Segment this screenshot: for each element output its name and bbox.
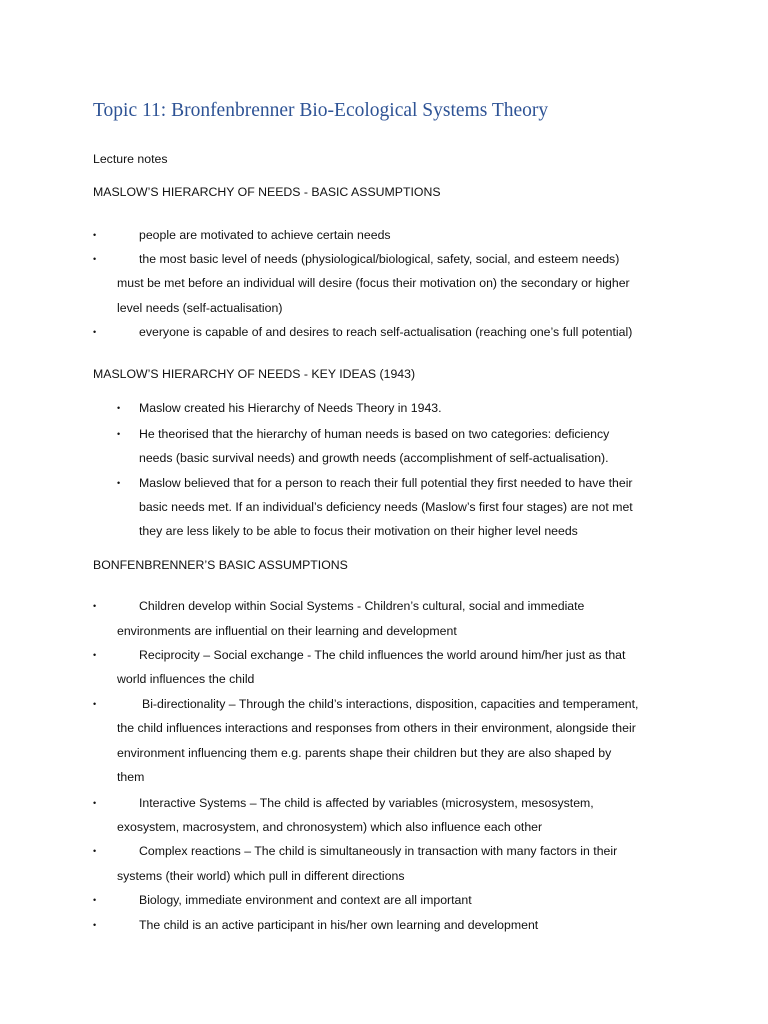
list-item: Complex reactions – The child is simultaneously in transaction with many factors in their <box>139 844 618 858</box>
bullet-icon: • <box>93 798 97 808</box>
section-heading-bronfenbrenner-assumptions: BONFENBRENNER’S BASIC ASSUMPTIONS <box>93 558 348 572</box>
list-item: Interactive Systems – The child is affected by variables (microsystem, mesosystem, <box>139 796 594 810</box>
bullet-icon: • <box>93 846 97 856</box>
list-item-continuation: systems (their world) which pull in different directions <box>117 869 405 883</box>
list-item-continuation: basic needs met. If an individual’s deficiency needs (Maslow’s first four stages) are not met <box>139 500 633 514</box>
section-heading-maslow-assumptions: MASLOW’S HIERARCHY OF NEEDS - BASIC ASSUMPTIONS <box>93 185 441 199</box>
list-item-continuation: needs (basic survival needs) and growth needs (accomplishment of self-actualisation). <box>139 451 609 465</box>
bullet-icon: • <box>93 699 97 709</box>
bullet-icon: • <box>93 327 97 337</box>
list-item: Bi-directionality – Through the child’s interactions, disposition, capacities and temperament, <box>142 697 639 711</box>
list-item-continuation: environments are influential on their learning and development <box>117 624 457 638</box>
list-item: Biology, immediate environment and context are all important <box>139 893 472 907</box>
bullet-icon: • <box>93 601 97 611</box>
list-item-continuation: the child influences interactions and responses from others in their environment, alongside their <box>117 721 636 735</box>
list-item: everyone is capable of and desires to reach self-actualisation (reaching one’s full potential) <box>139 325 633 339</box>
list-item-continuation: level needs (self-actualisation) <box>117 301 283 315</box>
bullet-icon: • <box>93 650 97 660</box>
list-item: the most basic level of needs (physiological/biological, safety, social, and esteem needs) <box>139 252 620 266</box>
list-item: Maslow believed that for a person to reach their full potential they first needed to have their <box>139 476 633 490</box>
page-title: Topic 11: Bronfenbrenner Bio-Ecological Systems Theory <box>93 100 549 121</box>
list-item: Children develop within Social Systems - Children’s cultural, social and immediate <box>139 599 585 613</box>
bullet-icon: • <box>93 920 97 930</box>
bullet-icon: • <box>117 429 121 439</box>
list-item: people are motivated to achieve certain needs <box>139 228 391 242</box>
bullet-icon: • <box>93 254 97 264</box>
list-item: He theorised that the hierarchy of human needs is based on two categories: deficiency <box>139 427 610 441</box>
subtitle: Lecture notes <box>93 152 168 166</box>
bullet-icon: • <box>93 230 97 240</box>
list-item: Maslow created his Hierarchy of Needs Theory in 1943. <box>139 401 442 415</box>
list-item-continuation: they are less likely to be able to focus their motivation on their higher level needs <box>139 524 578 538</box>
bullet-icon: • <box>93 895 97 905</box>
list-item-continuation: environment influencing them e.g. parents shape their children but they are also shaped by <box>117 746 612 760</box>
list-item-continuation: them <box>117 770 145 784</box>
bullet-icon: • <box>117 403 121 413</box>
list-item-continuation: must be met before an individual will desire (focus their motivation on) the secondary or higher <box>117 276 630 290</box>
list-item-continuation: world influences the child <box>117 672 255 686</box>
bullet-icon: • <box>117 478 121 488</box>
list-item: Reciprocity – Social exchange - The child influences the world around him/her just as that <box>139 648 626 662</box>
section-heading-maslow-key-ideas: MASLOW’S HIERARCHY OF NEEDS - KEY IDEAS (1943) <box>93 367 416 381</box>
list-item: The child is an active participant in his/her own learning and development <box>139 918 539 932</box>
list-item-continuation: exosystem, macrosystem, and chronosystem) which also influence each other <box>117 820 543 834</box>
